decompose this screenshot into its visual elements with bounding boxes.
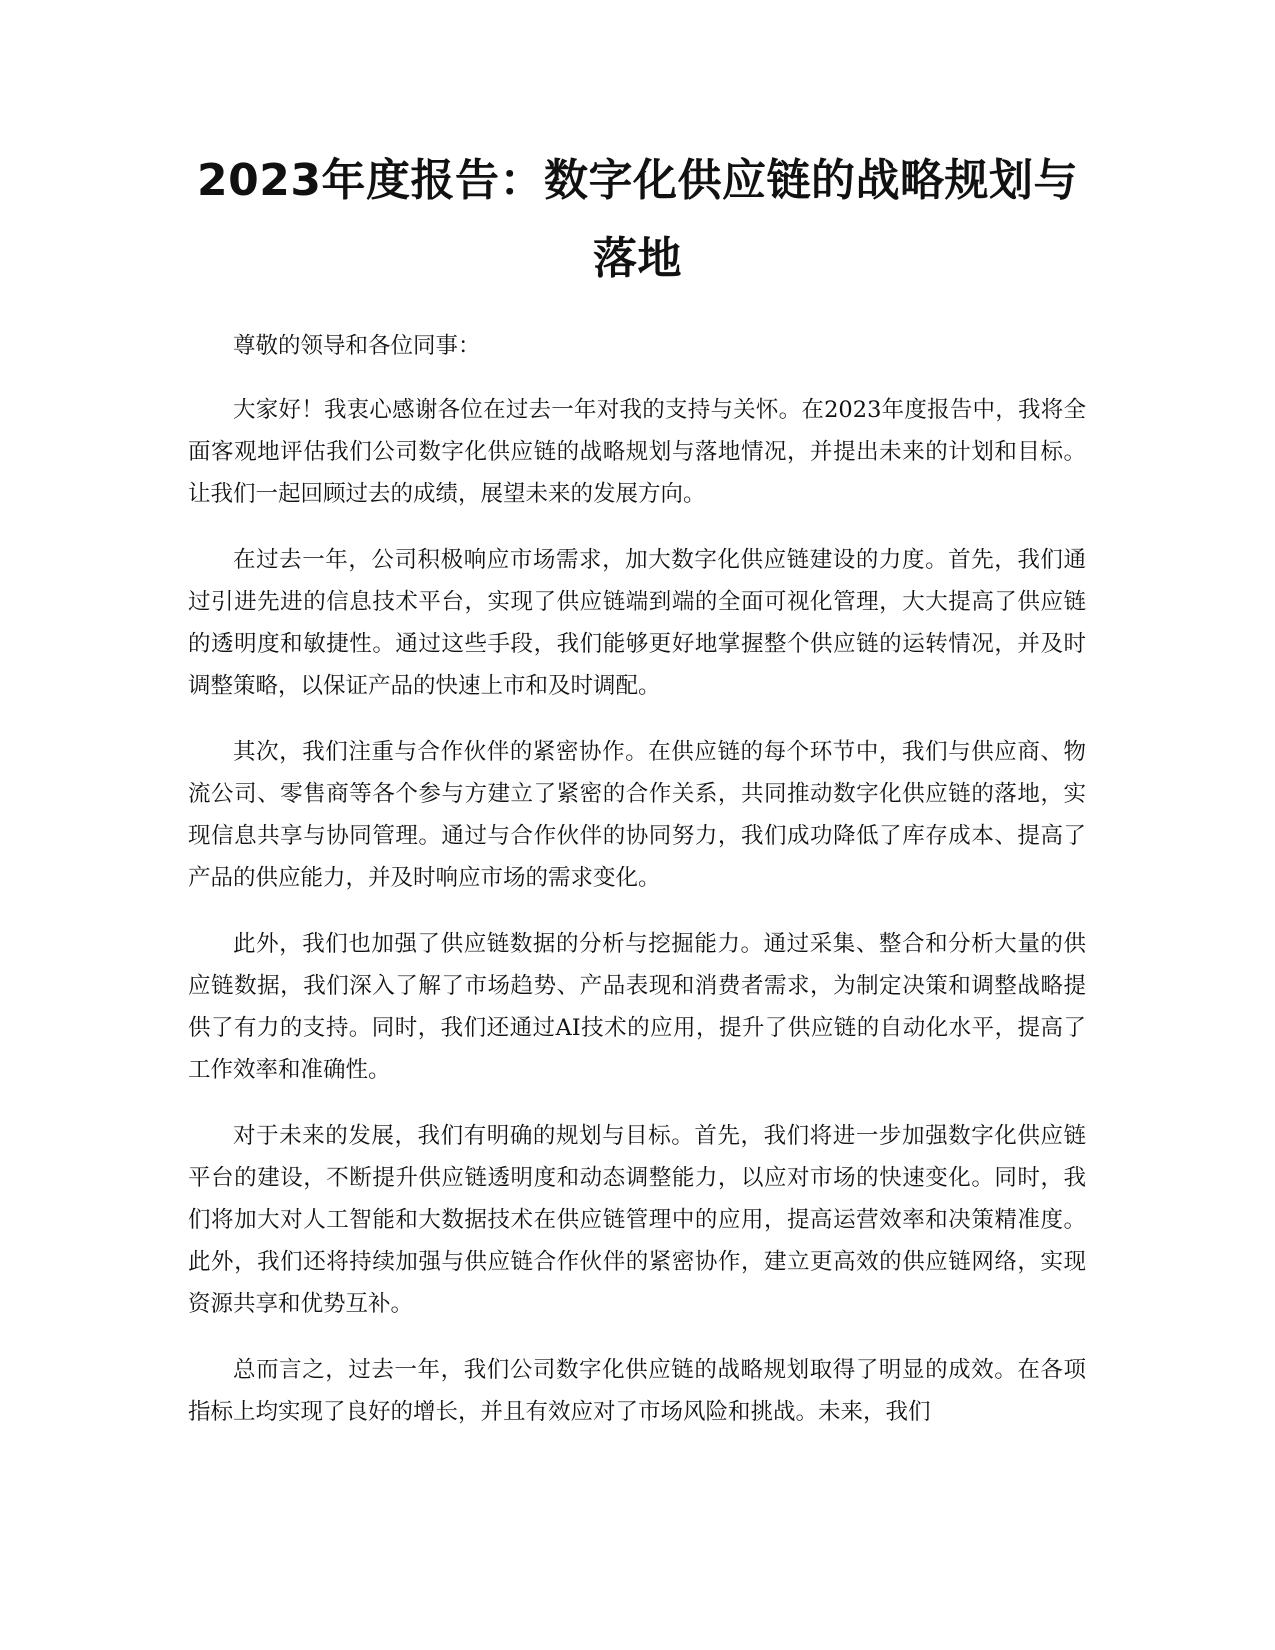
document-title: 2023年度报告：数字化供应链的战略规划与落地 [197,155,1078,284]
paragraph-data-analysis: 此外，我们也加强了供应链数据的分析与挖掘能力。通过采集、整合和分析大量的供应链数据，我们深入了解了市场趋势、产品表现和消费者需求，为制定决策和调整战略提供了有力的支持。同时，我们还通过AI技术的应用，提升了供应链的自动化水平，提高了工作效率和准确性。 [188,931,1086,1083]
paragraph-collaboration: 其次，我们注重与合作伙伴的紧密协作。在供应链的每个环节中，我们与供应商、物流公司、零售商等各个参与方建立了紧密的合作关系，共同推动数字化供应链的落地，实现信息共享与协同管理。通过与合作伙伴的协同努力，我们成功降低了库存成本、提高了产品的供应能力，并及时响应市场的需求变化。 [188,739,1086,891]
document-body [188,325,1086,1457]
paragraph-future-plan: 对于未来的发展，我们有明确的规划与目标。首先，我们将进一步加强数字化供应链平台的建设，不断提升供应链透明度和动态调整能力，以应对市场的快速变化。同时，我们将加大对人工智能和大数据技术在供应链管理中的应用，提高运营效率和决策精准度。此外，我们还将持续加强与供应链合作伙伴的紧密协作，建立更高效的供应链网络，实现资源共享和优势互补。 [188,1123,1086,1317]
paragraph-summary: 总而言之，过去一年，我们公司数字化供应链的战略规划取得了明显的成效。在各项指标上均实现了良好的增长，并且有效应对了市场风险和挑战。未来，我们 [188,1357,1086,1425]
paragraph-intro: 大家好！我衷心感谢各位在过去一年对我的支持与关怀。在2023年度报告中，我将全面客观地评估我们公司数字化供应链的战略规划与落地情况，并提出未来的计划和目标。让我们一起回顾过去的成绩，展望未来的发展方向。 [188,397,1086,507]
greeting-paragraph: 尊敬的领导和各位同事： [233,333,481,359]
paragraph-past-year: 在过去一年，公司积极响应市场需求，加大数字化供应链建设的力度。首先，我们通过引进先进的信息技术平台，实现了供应链端到端的全面可视化管理，大大提高了供应链的透明度和敏捷性。通过这些手段，我们能够更好地掌握整个供应链的运转情况，并及时调整策略，以保证产品的快速上市和及时调配。 [188,547,1086,699]
